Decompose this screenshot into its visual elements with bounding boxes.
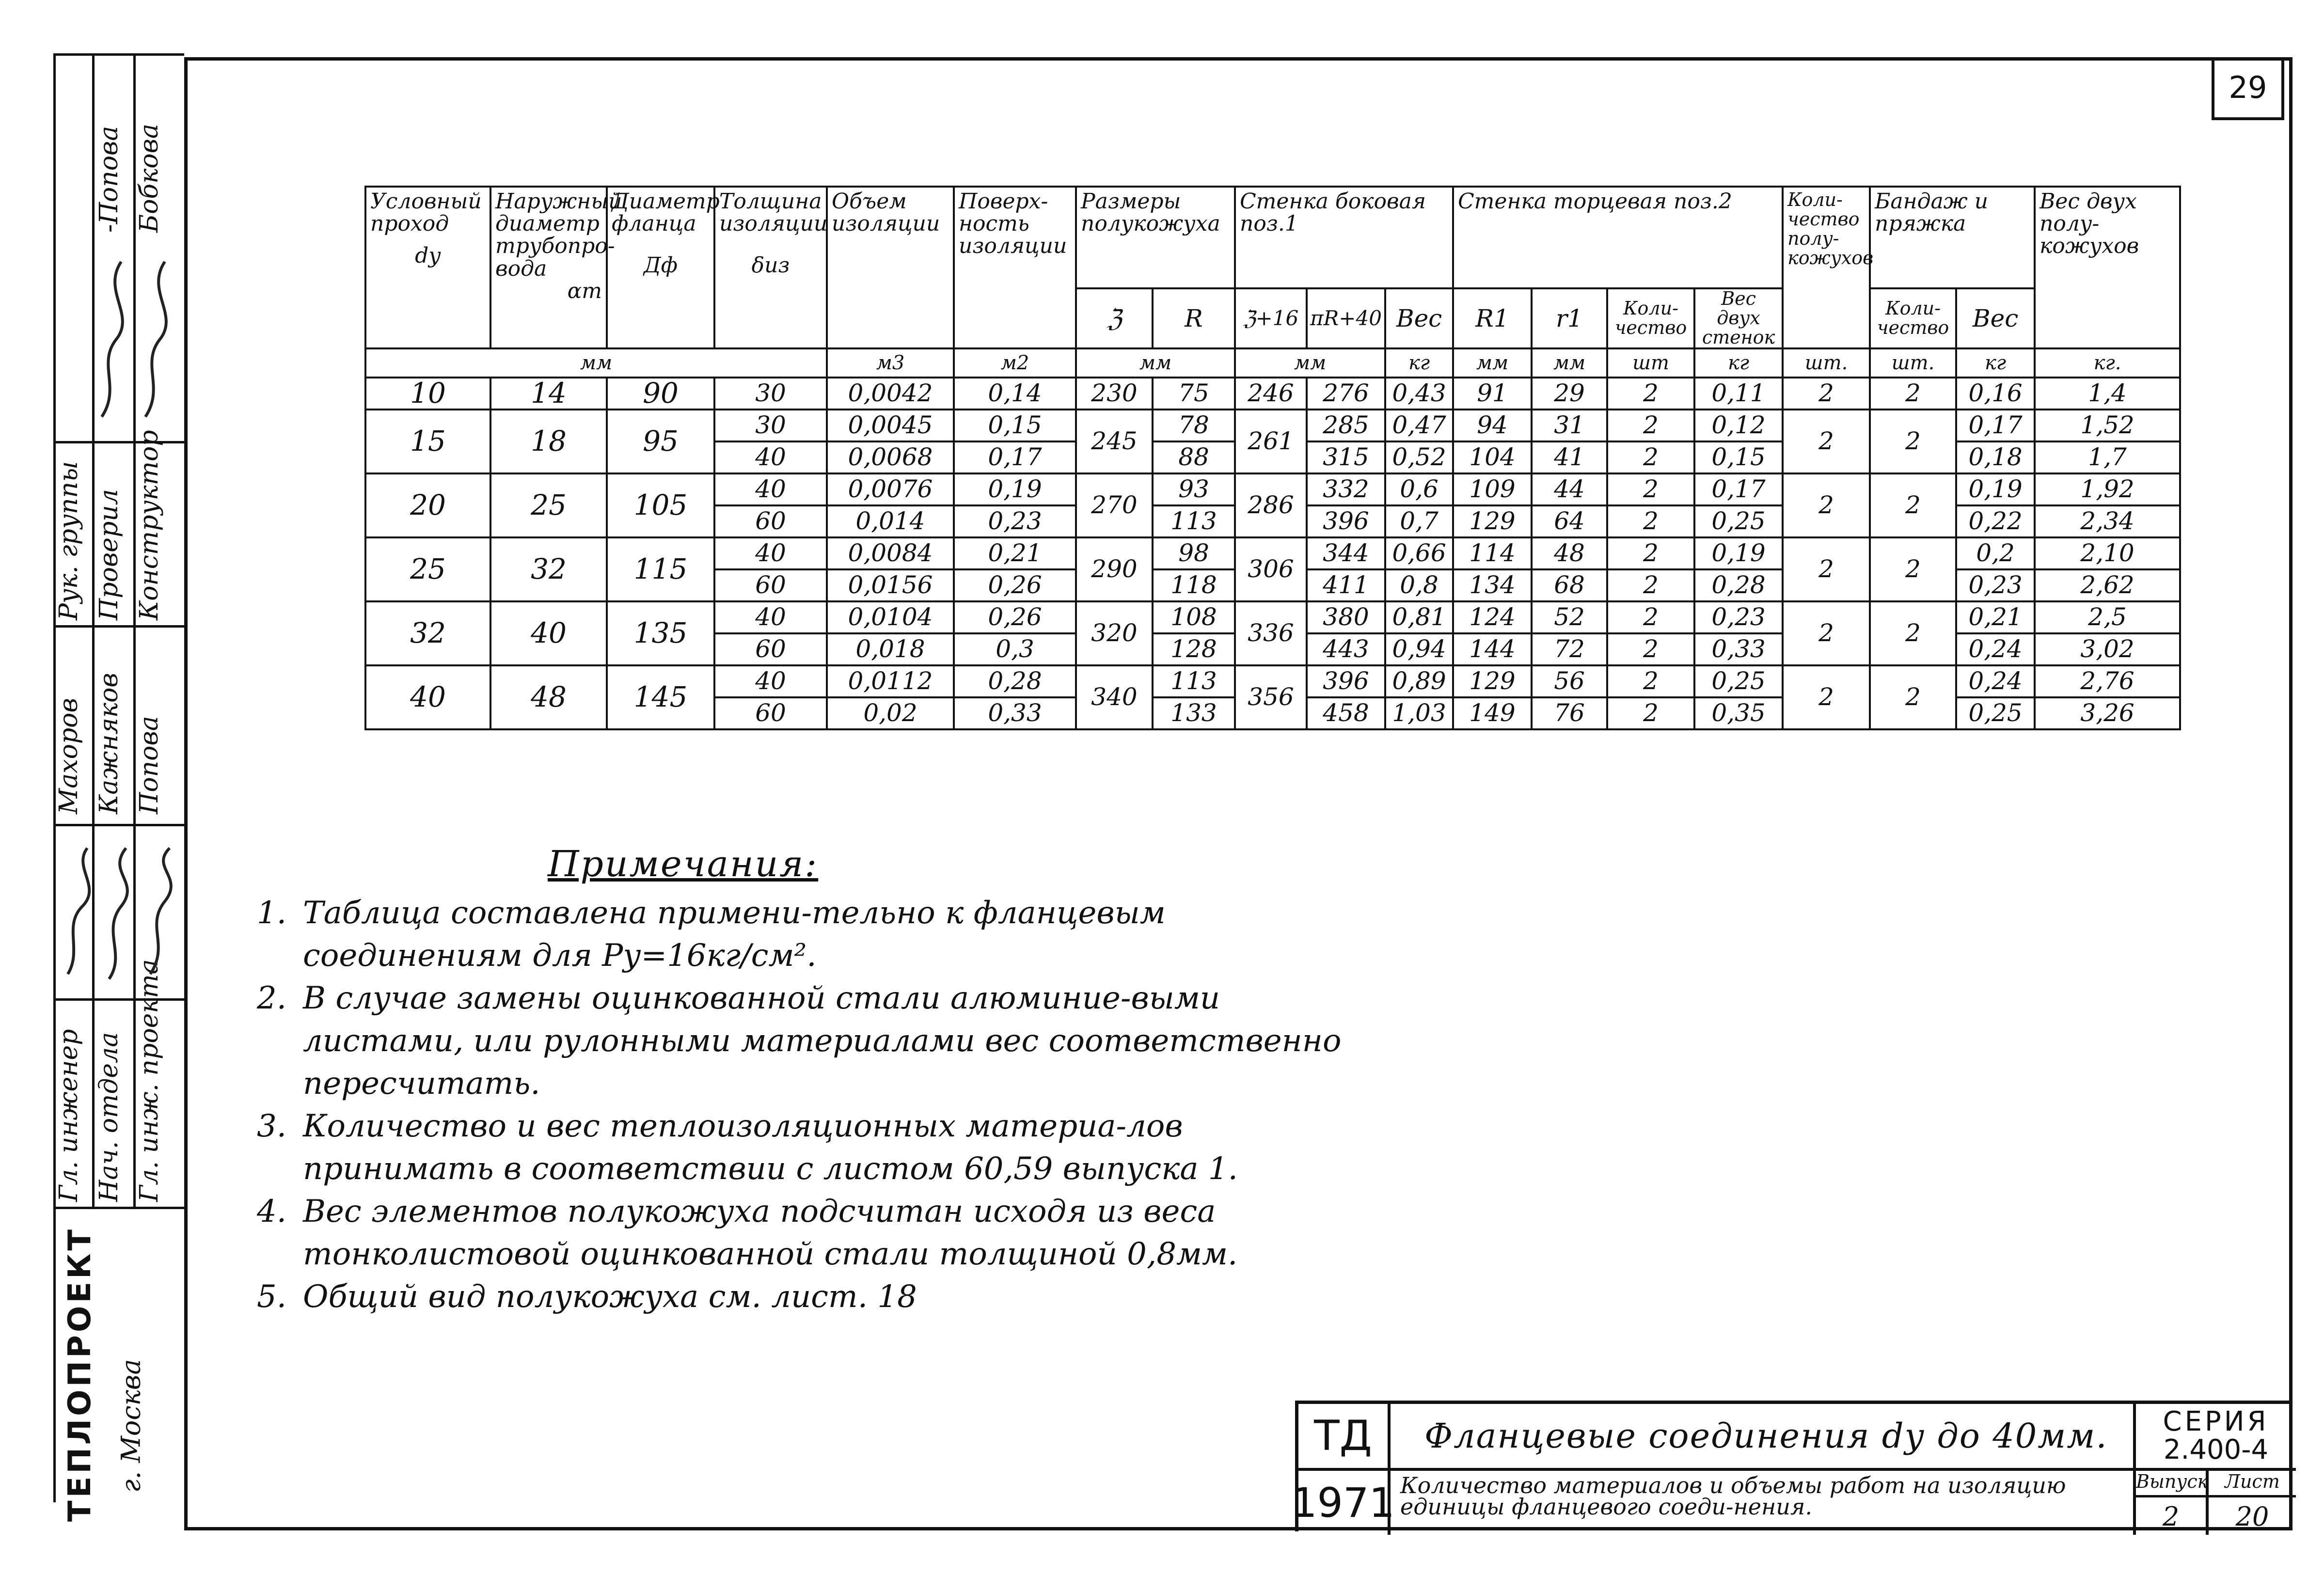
cell-z: 290 xyxy=(1076,537,1153,601)
cell-side-weight: 1,03 xyxy=(1385,697,1453,729)
cell-total-weight: 1,92 xyxy=(2035,473,2180,505)
cell-side-a: 306 xyxy=(1235,537,1307,601)
cell-surface: 0,26 xyxy=(954,569,1076,601)
cell-r1: 134 xyxy=(1453,569,1532,601)
cell-band-qty: 2 xyxy=(1870,410,1956,473)
unit-cell: кг xyxy=(1956,348,2035,378)
cell-side-weight: 0,81 xyxy=(1385,601,1453,633)
series-number: 2.400-4 xyxy=(2163,1434,2269,1465)
cell-z: 340 xyxy=(1076,665,1153,729)
cell-side-a: 246 xyxy=(1235,378,1307,410)
cell-side-a: 261 xyxy=(1235,410,1307,473)
cell-z: 270 xyxy=(1076,473,1153,537)
unit-cell: мм xyxy=(1453,348,1532,378)
cell-r2: 68 xyxy=(1532,569,1607,601)
cell-end-weight: 0,33 xyxy=(1694,633,1783,665)
cell-total-weight: 1,4 xyxy=(2035,378,2180,410)
cell-side-b: 332 xyxy=(1307,473,1385,505)
cell-half-casings-qty: 2 xyxy=(1783,601,1870,665)
header-r1: R1 xyxy=(1453,288,1532,348)
cell-side-a: 286 xyxy=(1235,473,1307,537)
cell-r2: 64 xyxy=(1532,505,1607,537)
cell-band-qty: 2 xyxy=(1870,601,1956,665)
strip-divider xyxy=(53,1207,184,1209)
unit-cell: шт. xyxy=(1783,348,1870,378)
cell-r: 118 xyxy=(1153,569,1235,601)
cell-half-casings-qty: 2 xyxy=(1783,537,1870,601)
cell-side-b: 411 xyxy=(1307,569,1385,601)
cell-z: 230 xyxy=(1076,378,1153,410)
notes-title: Примечания: xyxy=(548,843,819,885)
cell-r1: 124 xyxy=(1453,601,1532,633)
cell-half-casings-qty: 2 xyxy=(1783,410,1870,473)
cell-band-weight: 0,22 xyxy=(1956,505,2035,537)
cell-side-weight: 0,7 xyxy=(1385,505,1453,537)
cell-end-weight: 0,19 xyxy=(1694,537,1783,569)
header-outer-diameter: Наружный диаметр трубопро-вода αт xyxy=(490,187,607,348)
cell-band-weight: 0,23 xyxy=(1956,569,2035,601)
unit-cell: м2 xyxy=(954,348,1076,378)
cell-r: 113 xyxy=(1153,505,1235,537)
role-chief-project-engineer: Гл. инж. проекта xyxy=(135,959,164,1202)
cell-outer-diameter: 25 xyxy=(490,473,607,537)
cell-side-weight: 0,8 xyxy=(1385,569,1453,601)
cell-volume: 0,0084 xyxy=(827,537,954,569)
cell-end-weight: 0,12 xyxy=(1694,410,1783,441)
cell-volume: 0,0045 xyxy=(827,410,954,441)
cell-side-weight: 0,89 xyxy=(1385,665,1453,697)
header-r2: r1 xyxy=(1532,288,1607,348)
title-block xyxy=(1291,1401,2292,1532)
cell-band-weight: 0,17 xyxy=(1956,410,2035,441)
cell-r2: 52 xyxy=(1532,601,1607,633)
cell-r1: 129 xyxy=(1453,505,1532,537)
sheet-number: 29 xyxy=(2212,57,2284,120)
header-band-weight: Вес xyxy=(1956,288,2035,348)
city-name: г. Москва xyxy=(115,1359,146,1493)
cell-end-qty: 2 xyxy=(1607,473,1694,505)
cell-band-weight: 0,2 xyxy=(1956,537,2035,569)
header-half-casing-sizes: Размеры полукожуха xyxy=(1076,187,1235,288)
cell-r1: 94 xyxy=(1453,410,1532,441)
note-item: 3. Количество и вес теплоизоляционных материа-лов принимать в соответствии с листом 60,59 выпуска 1. xyxy=(257,1108,1238,1187)
cell-dy: 10 xyxy=(365,378,490,410)
issue-label: Выпуск xyxy=(2136,1471,2206,1497)
cell-band-weight: 0,25 xyxy=(1956,697,2035,729)
cell-surface: 0,14 xyxy=(954,378,1076,410)
table-row xyxy=(365,378,2180,410)
cell-band-qty: 2 xyxy=(1870,537,1956,601)
cell-half-casings-qty: 2 xyxy=(1783,473,1870,537)
cell-z: 245 xyxy=(1076,410,1153,473)
cell-surface: 0,3 xyxy=(954,633,1076,665)
cell-total-weight: 1,7 xyxy=(2035,441,2180,473)
cell-surface: 0,15 xyxy=(954,410,1076,441)
cell-r: 128 xyxy=(1153,633,1235,665)
cell-band-weight: 0,24 xyxy=(1956,633,2035,665)
cell-thickness: 60 xyxy=(714,697,827,729)
cell-end-qty: 2 xyxy=(1607,665,1694,697)
cell-flange-diameter: 135 xyxy=(607,601,714,665)
cell-end-weight: 0,11 xyxy=(1694,378,1783,410)
cell-flange-diameter: 90 xyxy=(607,378,714,410)
cell-surface: 0,33 xyxy=(954,697,1076,729)
cell-side-b: 344 xyxy=(1307,537,1385,569)
series-label: СЕРИЯ xyxy=(2163,1406,2269,1437)
header-side-weight: Вес xyxy=(1385,288,1453,348)
cell-flange-diameter: 115 xyxy=(607,537,714,601)
left-signature-strip xyxy=(0,0,184,1591)
cell-end-qty: 2 xyxy=(1607,633,1694,665)
strip-divider xyxy=(53,824,184,826)
cell-volume: 0,014 xyxy=(827,505,954,537)
cell-thickness: 40 xyxy=(714,441,827,473)
cell-total-weight: 1,52 xyxy=(2035,410,2180,441)
sheet-value: 20 xyxy=(2235,1501,2269,1532)
cell-side-a: 336 xyxy=(1235,601,1307,665)
cell-surface: 0,23 xyxy=(954,505,1076,537)
name-chief-project-engineer: Попова xyxy=(135,716,164,814)
strip-divider xyxy=(53,625,184,628)
sheet-box xyxy=(2209,1471,2296,1535)
cell-side-b: 380 xyxy=(1307,601,1385,633)
cell-outer-diameter: 18 xyxy=(490,410,607,473)
cell-r2: 72 xyxy=(1532,633,1607,665)
unit-cell: кг. xyxy=(2035,348,2180,378)
cell-r1: 91 xyxy=(1453,378,1532,410)
unit-cell: м3 xyxy=(827,348,954,378)
series-box xyxy=(2136,1404,2296,1471)
cell-r2: 76 xyxy=(1532,697,1607,729)
cell-thickness: 60 xyxy=(714,569,827,601)
unit-cell: мм xyxy=(1532,348,1607,378)
cell-r: 133 xyxy=(1153,697,1235,729)
header-z: ℨ xyxy=(1076,288,1153,348)
cell-r: 108 xyxy=(1153,601,1235,633)
cell-z: 320 xyxy=(1076,601,1153,665)
header-end-wall: Стенка торцевая поз.2 xyxy=(1453,187,1783,288)
cell-band-weight: 0,21 xyxy=(1956,601,2035,633)
unit-cell: шт. xyxy=(1870,348,1956,378)
name-chief-engineer: Махоров xyxy=(54,698,83,814)
unit-cell: мм xyxy=(365,348,827,378)
role-group-lead: Рук. группы xyxy=(54,461,83,620)
cell-total-weight: 2,62 xyxy=(2035,569,2180,601)
cell-r1: 104 xyxy=(1453,441,1532,473)
drawing-subtitle: Количество материалов и объемы работ на изоляцию единицы фланцевого соеди-нения. xyxy=(1391,1471,2136,1535)
cell-end-weight: 0,25 xyxy=(1694,505,1783,537)
unit-cell: шт xyxy=(1607,348,1694,378)
cell-side-b: 285 xyxy=(1307,410,1385,441)
header-total-weight: Вес двух полу-кожухов xyxy=(2035,187,2180,348)
cell-r2: 48 xyxy=(1532,537,1607,569)
cell-total-weight: 2,76 xyxy=(2035,665,2180,697)
cell-surface: 0,19 xyxy=(954,473,1076,505)
cell-band-weight: 0,24 xyxy=(1956,665,2035,697)
cell-dy: 32 xyxy=(365,601,490,665)
unit-cell: кг xyxy=(1694,348,1783,378)
table-row xyxy=(365,665,2180,697)
notes-list xyxy=(257,892,1372,1318)
cell-half-casings-qty: 2 xyxy=(1783,378,1870,410)
cell-r1: 144 xyxy=(1453,633,1532,665)
cell-side-a: 356 xyxy=(1235,665,1307,729)
cell-side-weight: 0,43 xyxy=(1385,378,1453,410)
cell-thickness: 40 xyxy=(714,473,827,505)
cell-end-qty: 2 xyxy=(1607,505,1694,537)
header-band-buckle: Бандаж и пряжка xyxy=(1870,187,2035,288)
strip-divider xyxy=(53,441,184,443)
cell-side-weight: 0,52 xyxy=(1385,441,1453,473)
header-flange-diameter: Диаметр фланца Дф xyxy=(607,187,714,348)
cell-total-weight: 3,02 xyxy=(2035,633,2180,665)
cell-end-qty: 2 xyxy=(1607,601,1694,633)
cell-volume: 0,0042 xyxy=(827,378,954,410)
table-row xyxy=(365,410,2180,441)
cell-dy: 20 xyxy=(365,473,490,537)
cell-dy: 15 xyxy=(365,410,490,473)
cell-volume: 0,0156 xyxy=(827,569,954,601)
role-dept-head: Нач. отдела xyxy=(95,1032,124,1202)
cell-r: 98 xyxy=(1153,537,1235,569)
cell-band-weight: 0,16 xyxy=(1956,378,2035,410)
materials-table xyxy=(364,186,2179,730)
cell-volume: 0,0104 xyxy=(827,601,954,633)
cell-total-weight: 3,26 xyxy=(2035,697,2180,729)
cell-band-qty: 2 xyxy=(1870,473,1956,537)
cell-end-weight: 0,23 xyxy=(1694,601,1783,633)
signatures-image xyxy=(53,829,184,993)
drawing-title: Фланцевые соединения dу до 40мм. xyxy=(1391,1404,2136,1471)
organization-name: ТЕПЛОПРОЕКТ xyxy=(62,1226,98,1522)
cell-thickness: 40 xyxy=(714,601,827,633)
cell-side-b: 276 xyxy=(1307,378,1385,410)
cell-outer-diameter: 48 xyxy=(490,665,607,729)
role-designer: Конструктор xyxy=(135,430,164,620)
cell-dy: 25 xyxy=(365,537,490,601)
cell-end-weight: 0,35 xyxy=(1694,697,1783,729)
cell-outer-diameter: 32 xyxy=(490,537,607,601)
cell-volume: 0,018 xyxy=(827,633,954,665)
cell-side-b: 443 xyxy=(1307,633,1385,665)
cell-thickness: 60 xyxy=(714,505,827,537)
signatures-image xyxy=(92,242,184,431)
header-insulation-thickness: Толщина изоляции δиз xyxy=(714,187,827,348)
issue-box xyxy=(2136,1471,2209,1535)
cell-r2: 29 xyxy=(1532,378,1607,410)
cell-volume: 0,02 xyxy=(827,697,954,729)
header-end-qty: Коли-чество xyxy=(1607,288,1694,348)
cell-end-qty: 2 xyxy=(1607,569,1694,601)
cell-half-casings-qty: 2 xyxy=(1783,665,1870,729)
note-item: 5. Общий вид полукожуха см. лист. 18 xyxy=(257,1279,917,1315)
cell-end-qty: 2 xyxy=(1607,697,1694,729)
cell-side-b: 458 xyxy=(1307,697,1385,729)
cell-r: 88 xyxy=(1153,441,1235,473)
table-row xyxy=(365,473,2180,505)
cell-r: 78 xyxy=(1153,410,1235,441)
cell-band-qty: 2 xyxy=(1870,665,1956,729)
header-dy: Условный проход dу xyxy=(365,187,490,348)
unit-cell: мм xyxy=(1235,348,1385,378)
units-row xyxy=(365,348,2180,378)
header-half-casings-qty: Коли-чество полу-кожухов xyxy=(1783,187,1870,348)
name-dept-head: Кажняков xyxy=(95,673,124,814)
cell-end-qty: 2 xyxy=(1607,537,1694,569)
cell-surface: 0,17 xyxy=(954,441,1076,473)
cell-r: 113 xyxy=(1153,665,1235,697)
cell-thickness: 40 xyxy=(714,537,827,569)
unit-cell: мм xyxy=(1076,348,1235,378)
cell-outer-diameter: 40 xyxy=(490,601,607,665)
header-band-qty: Коли-чество xyxy=(1870,288,1956,348)
cell-dy: 40 xyxy=(365,665,490,729)
unit-cell: кг xyxy=(1385,348,1453,378)
cell-band-qty: 2 xyxy=(1870,378,1956,410)
cell-volume: 0,0076 xyxy=(827,473,954,505)
role-chief-engineer: Гл. инженер xyxy=(54,1029,83,1202)
cell-side-weight: 0,94 xyxy=(1385,633,1453,665)
cell-end-weight: 0,17 xyxy=(1694,473,1783,505)
cell-surface: 0,21 xyxy=(954,537,1076,569)
cell-side-b: 315 xyxy=(1307,441,1385,473)
issue-number: 2 xyxy=(2162,1501,2180,1532)
cell-r1: 109 xyxy=(1453,473,1532,505)
cell-thickness: 60 xyxy=(714,633,827,665)
header-side-a: ℨ+16 xyxy=(1235,288,1307,348)
note-item: 1. Таблица составлена примени-тельно к фланцевым соединениям для Ру=16кг/см². xyxy=(257,895,1166,974)
sheet-label: Лист xyxy=(2209,1471,2296,1497)
cell-flange-diameter: 145 xyxy=(607,665,714,729)
role-checker: Проверил xyxy=(95,489,124,620)
cell-total-weight: 2,5 xyxy=(2035,601,2180,633)
cell-outer-diameter: 14 xyxy=(490,378,607,410)
cell-r2: 31 xyxy=(1532,410,1607,441)
table-row xyxy=(365,601,2180,633)
table-row xyxy=(365,537,2180,569)
cell-surface: 0,26 xyxy=(954,601,1076,633)
cell-thickness: 30 xyxy=(714,410,827,441)
cell-band-weight: 0,18 xyxy=(1956,441,2035,473)
cell-end-weight: 0,15 xyxy=(1694,441,1783,473)
cell-r1: 129 xyxy=(1453,665,1532,697)
cell-end-qty: 2 xyxy=(1607,410,1694,441)
header-r: R xyxy=(1153,288,1235,348)
cell-end-qty: 2 xyxy=(1607,441,1694,473)
cell-total-weight: 2,10 xyxy=(2035,537,2180,569)
note-item: 2. В случае замены оцинкованной стали алюминие-выми листами, или рулонными материалами вес соответственно пересчитать. xyxy=(257,980,1342,1102)
header-end-weight: Вес двух стенок xyxy=(1694,288,1783,348)
cell-side-weight: 0,66 xyxy=(1385,537,1453,569)
cell-thickness: 40 xyxy=(714,665,827,697)
strip-divider xyxy=(53,998,184,1001)
cell-r: 93 xyxy=(1153,473,1235,505)
header-side-wall: Стенка боковая поз.1 xyxy=(1235,187,1453,288)
cell-end-weight: 0,28 xyxy=(1694,569,1783,601)
cell-side-b: 396 xyxy=(1307,505,1385,537)
note-item: 4. Вес элементов полукожуха подсчитан исходя из веса тонколистовой оцинкованной стали толщиной 0,8мм. xyxy=(257,1194,1238,1272)
cell-r: 75 xyxy=(1153,378,1235,410)
name-checker: Бобкова xyxy=(135,124,164,233)
header-insulation-volume: Объем изоляции xyxy=(827,187,954,348)
cell-end-weight: 0,25 xyxy=(1694,665,1783,697)
cell-r2: 44 xyxy=(1532,473,1607,505)
header-side-b: πR+40 xyxy=(1307,288,1385,348)
cell-r2: 41 xyxy=(1532,441,1607,473)
cell-r1: 114 xyxy=(1453,537,1532,569)
cell-side-weight: 0,47 xyxy=(1385,410,1453,441)
cell-surface: 0,28 xyxy=(954,665,1076,697)
cell-thickness: 30 xyxy=(714,378,827,410)
cell-total-weight: 2,34 xyxy=(2035,505,2180,537)
cell-r2: 56 xyxy=(1532,665,1607,697)
cell-side-weight: 0,6 xyxy=(1385,473,1453,505)
cell-volume: 0,0112 xyxy=(827,665,954,697)
cell-volume: 0,0068 xyxy=(827,441,954,473)
header-insulation-surface: Поверх-ность изоляции xyxy=(954,187,1076,348)
cell-flange-diameter: 105 xyxy=(607,473,714,537)
year-mark: 1971 xyxy=(1298,1471,1391,1535)
cell-band-weight: 0,19 xyxy=(1956,473,2035,505)
name-group-lead: -Попова xyxy=(95,126,124,233)
cell-flange-diameter: 95 xyxy=(607,410,714,473)
cell-end-qty: 2 xyxy=(1607,378,1694,410)
td-mark: ТД xyxy=(1298,1404,1391,1471)
cell-r1: 149 xyxy=(1453,697,1532,729)
cell-side-b: 396 xyxy=(1307,665,1385,697)
